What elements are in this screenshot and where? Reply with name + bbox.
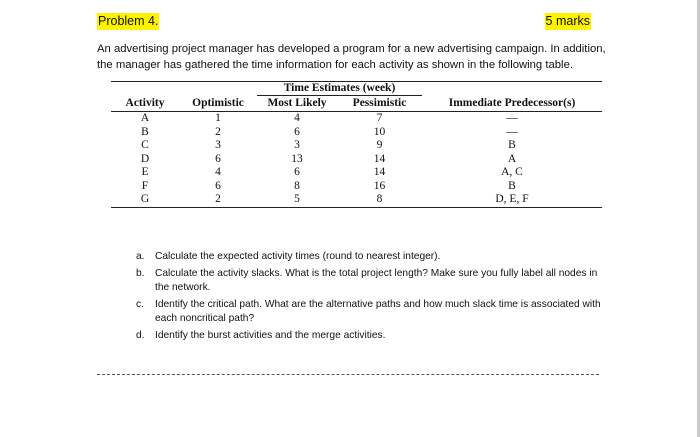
cell-activity: A — [140, 112, 150, 124]
question-text: Calculate the activity slacks. What is the total project length? Make sure you fully label all nodes in the network. — [155, 267, 598, 293]
cell-optimistic: 6 — [215, 152, 221, 165]
question-list — [136, 250, 606, 345]
question-letter: b. — [136, 267, 145, 279]
cell-optimistic: 4 — [215, 166, 221, 178]
time-estimates-table — [111, 81, 602, 208]
answer-divider — [97, 374, 599, 375]
cell-most-likely: 3 — [294, 139, 300, 151]
intro-line-1: An advertising project manager has developed a program for a new advertising campaign. In addition, — [97, 43, 606, 55]
cell-activity: C — [141, 139, 149, 151]
question-letter: d. — [136, 329, 145, 341]
intro-line-2: the manager has gathered the time information for each activity as shown in the following table. — [97, 59, 573, 71]
cell-pessimistic: 9 — [376, 139, 383, 151]
question-letter: c. — [136, 298, 144, 310]
cell-activity: B — [141, 125, 149, 138]
table-row — [111, 139, 602, 153]
column-header-most-likely: Most Likely — [257, 96, 337, 112]
question-text: Identify the critical path. What are the alternative paths and how much slack time is associated with each noncritical path? — [155, 298, 601, 324]
cell-pessimistic: 7 — [376, 112, 383, 124]
cell-activity: G — [111, 193, 179, 207]
table-row — [111, 126, 602, 140]
column-header-activity: Activity — [111, 96, 179, 112]
cell-optimistic: 2 — [179, 193, 257, 207]
table-row — [111, 153, 602, 167]
cell-optimistic: 2 — [215, 125, 221, 138]
cell-predecessors: B — [508, 179, 516, 192]
intro-paragraph — [97, 41, 617, 73]
table-row — [111, 166, 602, 180]
cell-predecessors: — — [506, 125, 518, 138]
cell-optimistic: 3 — [215, 139, 221, 151]
cell-activity: F — [141, 179, 149, 192]
cell-most-likely: 6 — [294, 125, 300, 138]
cell-most-likely: 13 — [291, 152, 303, 165]
question-text: Calculate the expected activity times (round to nearest integer). — [155, 251, 441, 262]
cell-most-likely: 4 — [294, 112, 300, 124]
header-row — [97, 13, 591, 33]
table-row — [111, 180, 602, 194]
column-header-predecessors: Immediate Predecessor(s) — [422, 96, 602, 112]
cell-predecessors: — — [506, 112, 518, 124]
cell-predecessors: B — [508, 139, 516, 151]
cell-pessimistic: 14 — [373, 166, 386, 178]
cell-most-likely: 6 — [294, 166, 300, 178]
cell-optimistic: 6 — [215, 179, 221, 192]
problem-title: Problem 4. — [98, 14, 159, 28]
table-row — [111, 193, 602, 207]
question-letter: a. — [136, 251, 145, 262]
cell-predecessors: A — [507, 152, 517, 165]
question-item — [136, 267, 606, 296]
cell-pessimistic: 14 — [373, 152, 386, 165]
question-text: Identify the burst activities and the merge activities. — [155, 329, 386, 341]
cell-pessimistic: 8 — [337, 193, 422, 207]
column-header-pessimistic: Pessimistic — [337, 96, 422, 112]
cell-most-likely: 5 — [257, 193, 337, 207]
cell-activity: E — [141, 166, 149, 178]
marks-label: 5 marks — [545, 14, 590, 28]
cell-pessimistic: 10 — [373, 125, 386, 138]
question-item — [136, 298, 606, 327]
question-item — [136, 329, 606, 344]
cell-optimistic: 1 — [215, 112, 221, 124]
cell-most-likely: 8 — [294, 179, 300, 192]
cell-predecessors: A, C — [501, 166, 523, 178]
column-header-optimistic: Optimistic — [179, 96, 257, 112]
cell-pessimistic: 16 — [373, 179, 386, 192]
question-item — [136, 250, 606, 265]
table-row — [111, 112, 602, 126]
cell-activity: D — [140, 152, 150, 165]
cell-predecessors: D, E, F — [422, 193, 602, 207]
group-header: Time Estimates (week) — [257, 82, 422, 96]
